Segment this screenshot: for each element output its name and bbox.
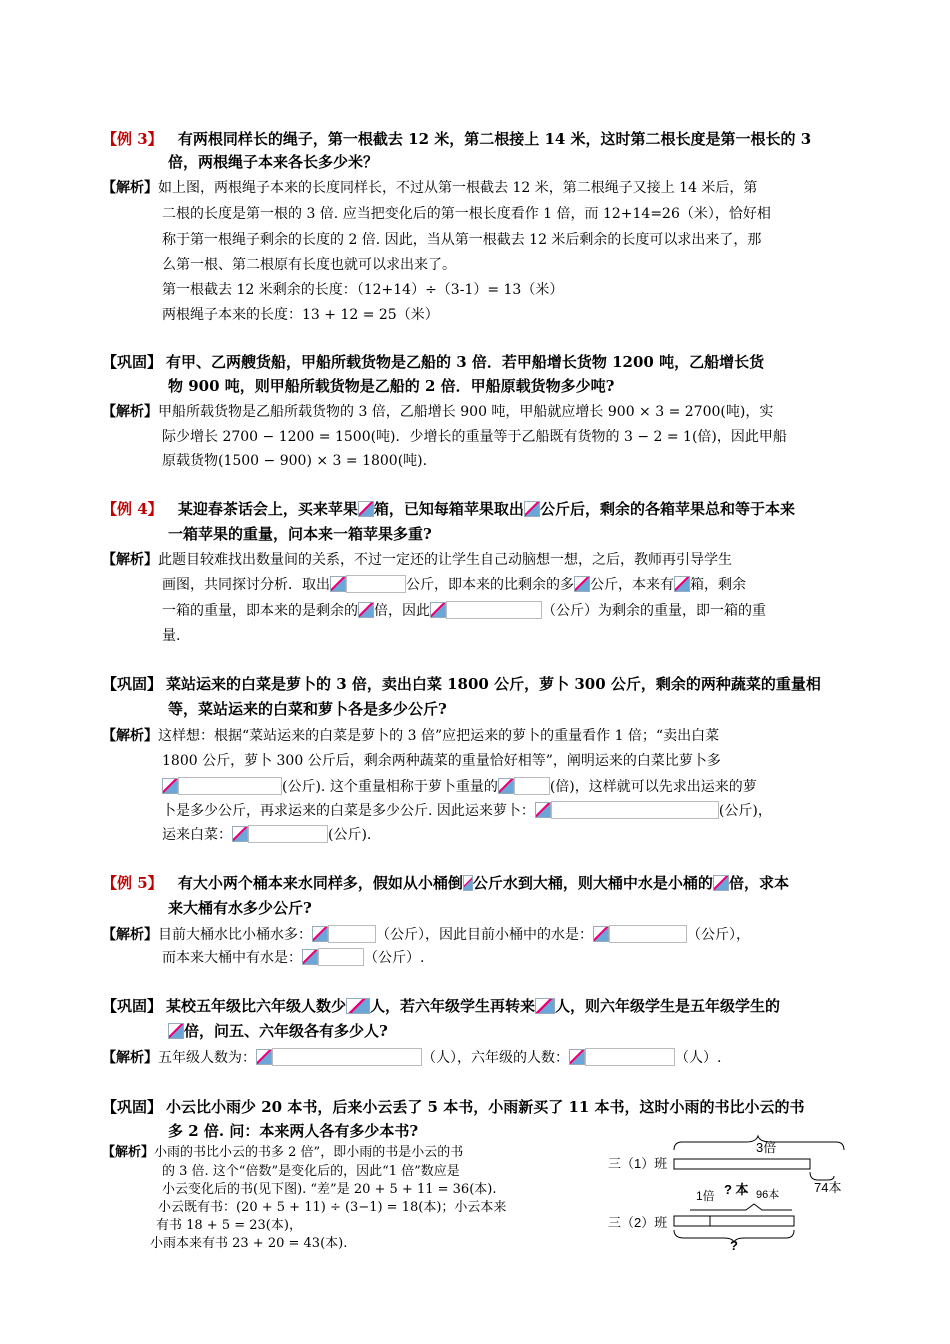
gg2-question-line2: 等，菜站运来的白菜和萝卜各是多少公斤? [168, 700, 447, 718]
formula-image [168, 1023, 184, 1039]
ex4-question-line2: 一箱苹果的重量，问本来一箱苹果多重? [168, 525, 432, 543]
ex4-answer-line4: 量. [162, 628, 181, 644]
ex3-answer-tag: 【解析】 [102, 180, 158, 196]
diagram-row1-label: 三（1）班 [608, 1156, 668, 1171]
formula-box [272, 1048, 422, 1066]
formula-box [446, 601, 542, 619]
formula-image [232, 826, 248, 842]
formula-image [498, 778, 514, 794]
formula-image [713, 875, 729, 891]
gg1-question-line1: 【巩固】 有甲、乙两艘货船，甲船所载货物是乙船的 3 倍．若甲船增长货物 1200 吨，乙船增长货 [102, 353, 765, 371]
diagram-74-brace [810, 1172, 834, 1180]
ex4-answer-line2: 画图，共同探讨分析．取出 公斤，即本来的比剩余的多 公斤，本来有 箱，剩余 [162, 577, 746, 593]
gg1-question-line2: 物 900 吨，则甲船所载货物是乙船的 2 倍．甲船原载货物多少吨? [168, 377, 615, 395]
gg4-question-line2: 多 2 倍. 问：本来两人各有多少本书? [168, 1122, 419, 1140]
gg3-answer-line1: 【解析】五年级人数为： （人），六年级的人数： （人）. [102, 1050, 722, 1066]
formula-image [593, 926, 609, 942]
diagram-q-bottom: ? [730, 1238, 738, 1253]
formula-image [430, 602, 446, 618]
formula-image [162, 778, 178, 794]
diagram-96-label: 96本 [756, 1189, 780, 1201]
gg2-answer-line3: (公斤). 这个重量相称于萝卜重量的 (倍)，这样就可以先求出运来的萝 [162, 777, 757, 796]
ex5-question-line2: 来大桶有水多少公斤? [168, 899, 312, 917]
gg1-answer-line2: 际少增长 2700 − 1200 = 1500(吨)．少增长的重量等于乙船既有货物的 3 − 2 = 1(倍)，因此甲船 [162, 429, 787, 445]
ex3-answer-line6: 两根绳子本来的长度：13 + 12 = 25（米） [162, 307, 439, 323]
gg4-answer-line6: 小雨本来有书 23 + 20 = 43(本). [150, 1236, 348, 1251]
formula-box [585, 1048, 675, 1066]
ex3-question-line1: 【例 3】 有两根同样长的绳子，第一根截去 12 米，第二根接上 14 米，这时第二根长度是第一根长的 3 [102, 130, 812, 148]
formula-image [330, 576, 346, 592]
gg4-question-line1: 【巩固】 小云比小雨少 20 本书，后来小云丢了 5 本书，小雨新买了 11 本书，这时小雨的书比小云的书 [102, 1098, 805, 1116]
ex3-tag: 【例 3】 [102, 130, 163, 148]
ex4-answer-line1: 【解析】此题目较难找出数量间的关系，不过一定还的让学生自己动脑想一想，之后，教师再引导学生 [102, 552, 732, 568]
formula-box [346, 575, 406, 593]
diagram-row2-label: 三（2）班 [608, 1215, 668, 1230]
formula-image [256, 1049, 272, 1065]
formula-box [551, 801, 719, 819]
diagram-one-label: 1倍 [696, 1189, 715, 1203]
diagram-74-label: 74本 [814, 1180, 842, 1195]
gg4-answer-line3: 小云变化后的书(见下图). “差”是 20 + 5 + 11 = 36(本). [162, 1182, 497, 1197]
formula-image [674, 576, 690, 592]
formula-image [574, 576, 590, 592]
formula-box [318, 948, 364, 966]
formula-image [535, 998, 555, 1014]
ratio-diagram [606, 1132, 856, 1257]
ex3-answer-line3: 称于第一根绳子剩余的长度的 2 倍. 因此，当从第一根截去 12 米后剩余的长度可以求出来了，那 [162, 232, 762, 248]
diagram-mid-brace [690, 1204, 792, 1210]
ex5-question-line1: 【例 5】 有大小两个桶本来水同样多，假如从小桶倒 公斤水到大桶，则大桶中水是小桶的 倍，求本 [102, 874, 789, 892]
gg1-answer-line3: 原载货物(1500 − 900) × 3 = 1800(吨). [162, 453, 428, 469]
ex4-question-line1: 【例 4】 某迎春茶话会上，买来苹果 箱，已知每箱苹果取出 公斤后，剩余的各箱苹果总和等于本来 [102, 500, 795, 518]
formula-box [328, 925, 376, 943]
diagram-bar-row2 [674, 1216, 794, 1226]
formula-image [569, 1049, 585, 1065]
gg2-answer-line2: 1800 公斤，萝卜 300 公斤后，剩余两种蔬菜的重量恰好相等”，阐明运来的白菜比萝卜多 [162, 753, 721, 769]
ex3-answer-line4: 么第一根、第二根原有长度也就可以求出来了。 [162, 257, 456, 273]
gg4-answer-line4: 小云既有书：(20 + 5 + 11) ÷ (3−1) = 18(本)；小云本来 [158, 1200, 507, 1215]
formula-box [609, 925, 687, 943]
ex3-question-line2: 倍，两根绳子本来各长多少米？ [168, 153, 379, 171]
gg3-question-line2: 倍，问五、六年级各有多少人? [168, 1022, 388, 1040]
gg4-answer-line5: 有书 18 + 5 = 23(本)， [156, 1218, 302, 1233]
formula-image [312, 926, 328, 942]
ex3-answer-line2: 二根的长度是第一根的 3 倍. 应当把变化后的第一根长度看作 1 倍，而 12+14=26（米），恰好相 [162, 206, 771, 222]
gg4-answer-line1: 【解析】小雨的书比小云的书多 2 倍”，即小雨的书是小云的书 [102, 1145, 464, 1160]
diagram-q-mid: ? 本 [724, 1182, 749, 1197]
formula-image [524, 501, 540, 517]
ex5-answer-line2: 而本来大桶中有水是： （公斤）. [162, 950, 425, 966]
ex3-answer-line5: 第一根截去 12 米剩余的长度：（12+14）÷（3-1）= 13（米） [162, 282, 564, 298]
formula-box [514, 777, 550, 795]
gg2-answer-line5: 运来白菜： (公斤). [162, 827, 372, 843]
formula-image [358, 602, 374, 618]
gg2-answer-line4: 卜是多少公斤，再求运来的白菜是多少公斤. 因此运来萝卜： (公斤)， [162, 803, 772, 819]
gg2-answer-line1: 【解析】这样想：根据“菜站运来的白菜是萝卜的 3 倍”应把运来的萝卜的重量看作 1 倍；“卖出白菜 [102, 728, 720, 744]
ex5-answer-line1: 【解析】目前大桶水比小桶水多： （公斤），因此目前小桶中的水是： （公斤）， [102, 927, 750, 943]
gg2-question-line1: 【巩固】 菜站运来的白菜是萝卜的 3 倍，卖出白菜 1800 公斤，萝卜 300 公斤，剩余的两种蔬菜的重量相 [102, 675, 821, 693]
formula-image [358, 501, 374, 517]
gg4-answer-line2: 的 3 倍. 这个“倍数”是变化后的，因此“1 倍”数应是 [162, 1164, 460, 1179]
formula-image [346, 998, 370, 1014]
diagram-bar-row1 [674, 1159, 810, 1169]
formula-box [248, 825, 328, 843]
diagram-top-label: 3倍 [756, 1140, 777, 1155]
ex4-answer-line3: 一箱的重量，即本来的是剩余的 倍，因此 （公斤）为剩余的重量，即一箱的重 [162, 603, 766, 619]
formula-image [302, 949, 318, 965]
ex3-answer-line1: 【解析】如上图，两根绳子本来的长度同样长，不过从第一根截去 12 米，第二根绳子又接上 14 米后，第 [102, 180, 758, 196]
formula-box [178, 777, 282, 795]
gg1-answer-line1: 【解析】甲船所载货物是乙船所载货物的 3 倍，乙船增长 900 吨，甲船就应增长 900 × 3 = 2700(吨)，实 [102, 404, 774, 420]
gg3-question-line1: 【巩固】 某校五年级比六年级人数少 人，若六年级学生再转来 人，则六年级学生是五年级学生的 [102, 997, 781, 1015]
formula-image [463, 875, 473, 891]
formula-image [535, 802, 551, 818]
gg1-tag: 【巩固】 [102, 353, 163, 371]
